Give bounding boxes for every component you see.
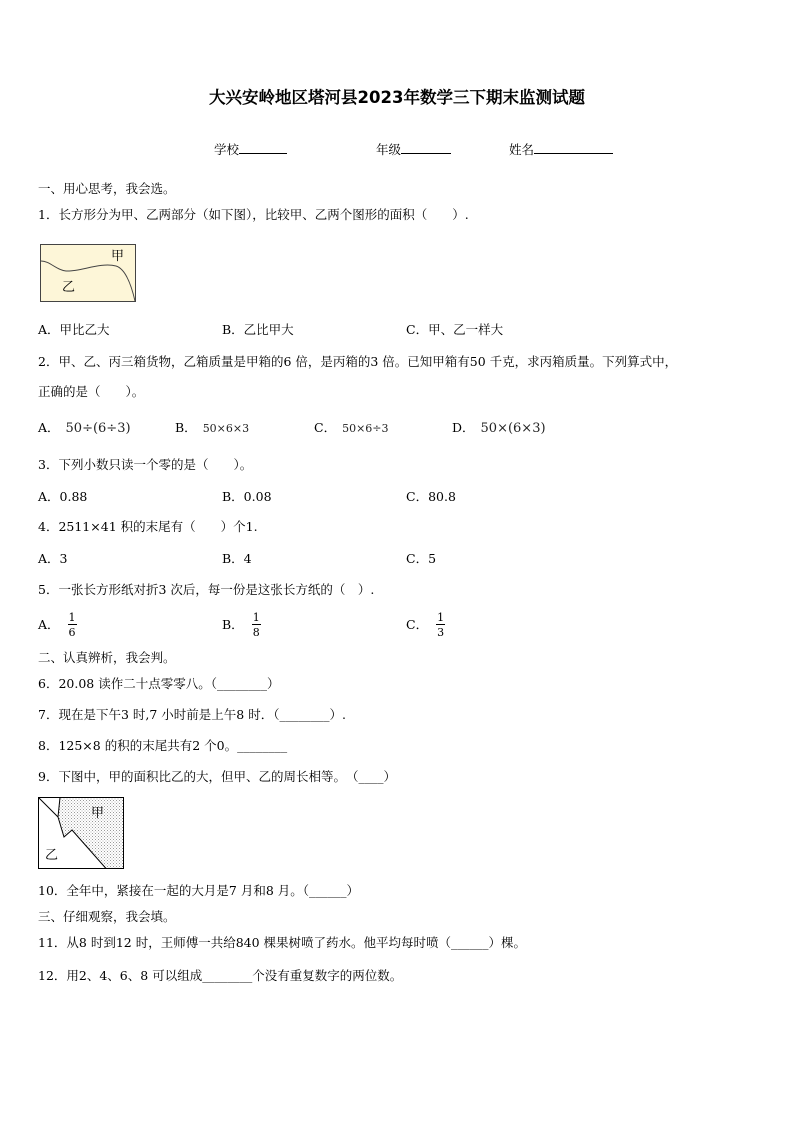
school-field <box>214 142 287 157</box>
q1-figure <box>40 244 136 302</box>
q5-b-fraction: $\frac{1}{8}$ <box>252 611 260 639</box>
q2-c-expression: 50×6÷3 <box>342 422 389 435</box>
question-9: 9．下图中，甲的面积比乙的大，但甲、乙的周长相等。 （____） <box>38 769 396 784</box>
q4-option-a[interactable]: A．3 <box>38 551 68 566</box>
q5-b-label: B． <box>222 616 244 632</box>
q4-option-b[interactable]: B．4 <box>222 551 252 566</box>
question-8: 8．125×8 的积的末尾共有2 个0。________ <box>38 738 288 753</box>
q2-a-expression: 50÷(6÷3) <box>65 421 131 436</box>
q2-d-label: D． <box>452 420 475 435</box>
fig9-label-yi: 乙 <box>45 848 59 863</box>
school-label: 学校 <box>214 142 240 157</box>
q3-option-c[interactable]: C．80.8 <box>406 489 456 504</box>
question-3: 3．下列小数只读一个零的是（ ）。 <box>38 457 253 472</box>
q5-a-label: A． <box>38 616 60 632</box>
q5-c-fraction: $\frac{1}{3}$ <box>437 611 445 639</box>
school-blank[interactable] <box>239 142 287 154</box>
section-1-heading: 一、用心思考，我会选。 <box>38 181 176 196</box>
q2-option-d[interactable] <box>452 422 546 435</box>
section-3-heading: 三、仔细观察，我会填。 <box>38 909 176 924</box>
fig9-label-jia: 甲 <box>91 806 105 821</box>
q3-option-a[interactable]: A．0.88 <box>38 489 88 504</box>
question-7: 7．现在是下午3 时,7 小时前是上午8 时．（________）. <box>38 707 346 722</box>
page-title: 大兴安岭地区塔河县2023年数学三下期末监测试题 <box>209 88 585 107</box>
q2-d-expression: 50×(6×3) <box>480 421 546 436</box>
name-blank[interactable] <box>534 142 613 154</box>
q5-c-label: C． <box>406 616 429 632</box>
q5-option-b[interactable] <box>222 612 261 638</box>
question-5: 5．一张长方形纸对折3 次后，每一份是这张长方纸的（ ）. <box>38 582 375 597</box>
q5-option-c[interactable] <box>406 612 445 638</box>
grade-blank[interactable] <box>401 142 451 154</box>
q1-option-a[interactable]: A．甲比乙大 <box>38 322 110 337</box>
name-label: 姓名 <box>509 142 535 157</box>
question-11: 11．从8 时到12 时，王师傅一共给840 棵果树喷了药水。他平均每时喷（______）棵。 <box>38 935 527 950</box>
q9-figure <box>38 797 124 869</box>
q1-option-c[interactable]: C．甲、乙一样大 <box>406 322 504 337</box>
grade-field <box>376 142 451 157</box>
question-10: 10．全年中，紧接在一起的大月是7 月和8 月。（______） <box>38 883 360 898</box>
question-4: 4．2511×41 积的末尾有（ ）个1. <box>38 519 258 534</box>
q5-a-fraction: $\frac{1}{6}$ <box>68 611 76 639</box>
question-6: 6．20.08 读作二十点零零八。（________） <box>38 676 280 691</box>
name-field <box>509 142 613 157</box>
q2-option-b[interactable] <box>175 422 249 435</box>
q4-option-c[interactable]: C．5 <box>406 551 437 566</box>
question-1: 1．长方形分为甲、乙两部分（如下图），比较甲、乙两个图形的面积（ ）. <box>38 207 469 222</box>
q1-option-b[interactable]: B．乙比甲大 <box>222 322 294 337</box>
fig1-label-jia: 甲 <box>111 249 125 264</box>
q2-b-label: B． <box>175 420 197 435</box>
question-12: 12．用2、4、6、8 可以组成________个没有重复数字的两位数。 <box>38 968 403 983</box>
section-2-heading: 二、认真辨析，我会判。 <box>38 650 176 665</box>
q2-a-label: A． <box>38 420 60 435</box>
question-2-line-1: 2．甲、乙、丙三箱货物，乙箱质量是甲箱的6 倍，是丙箱的3 倍。已知甲箱有50 千克，求丙箱质量。下列算式中， <box>38 354 678 369</box>
q2-option-a[interactable] <box>38 422 131 435</box>
question-2-line-2: 正确的是（ ）。 <box>38 384 145 399</box>
q3-option-b[interactable]: B．0.08 <box>222 489 272 504</box>
grade-label: 年级 <box>376 142 402 157</box>
q2-b-expression: 50×6×3 <box>202 422 250 435</box>
q5-option-a[interactable] <box>38 612 77 638</box>
q2-c-label: C． <box>314 420 337 435</box>
q2-option-c[interactable] <box>314 422 389 435</box>
fig1-label-yi: 乙 <box>62 280 76 295</box>
